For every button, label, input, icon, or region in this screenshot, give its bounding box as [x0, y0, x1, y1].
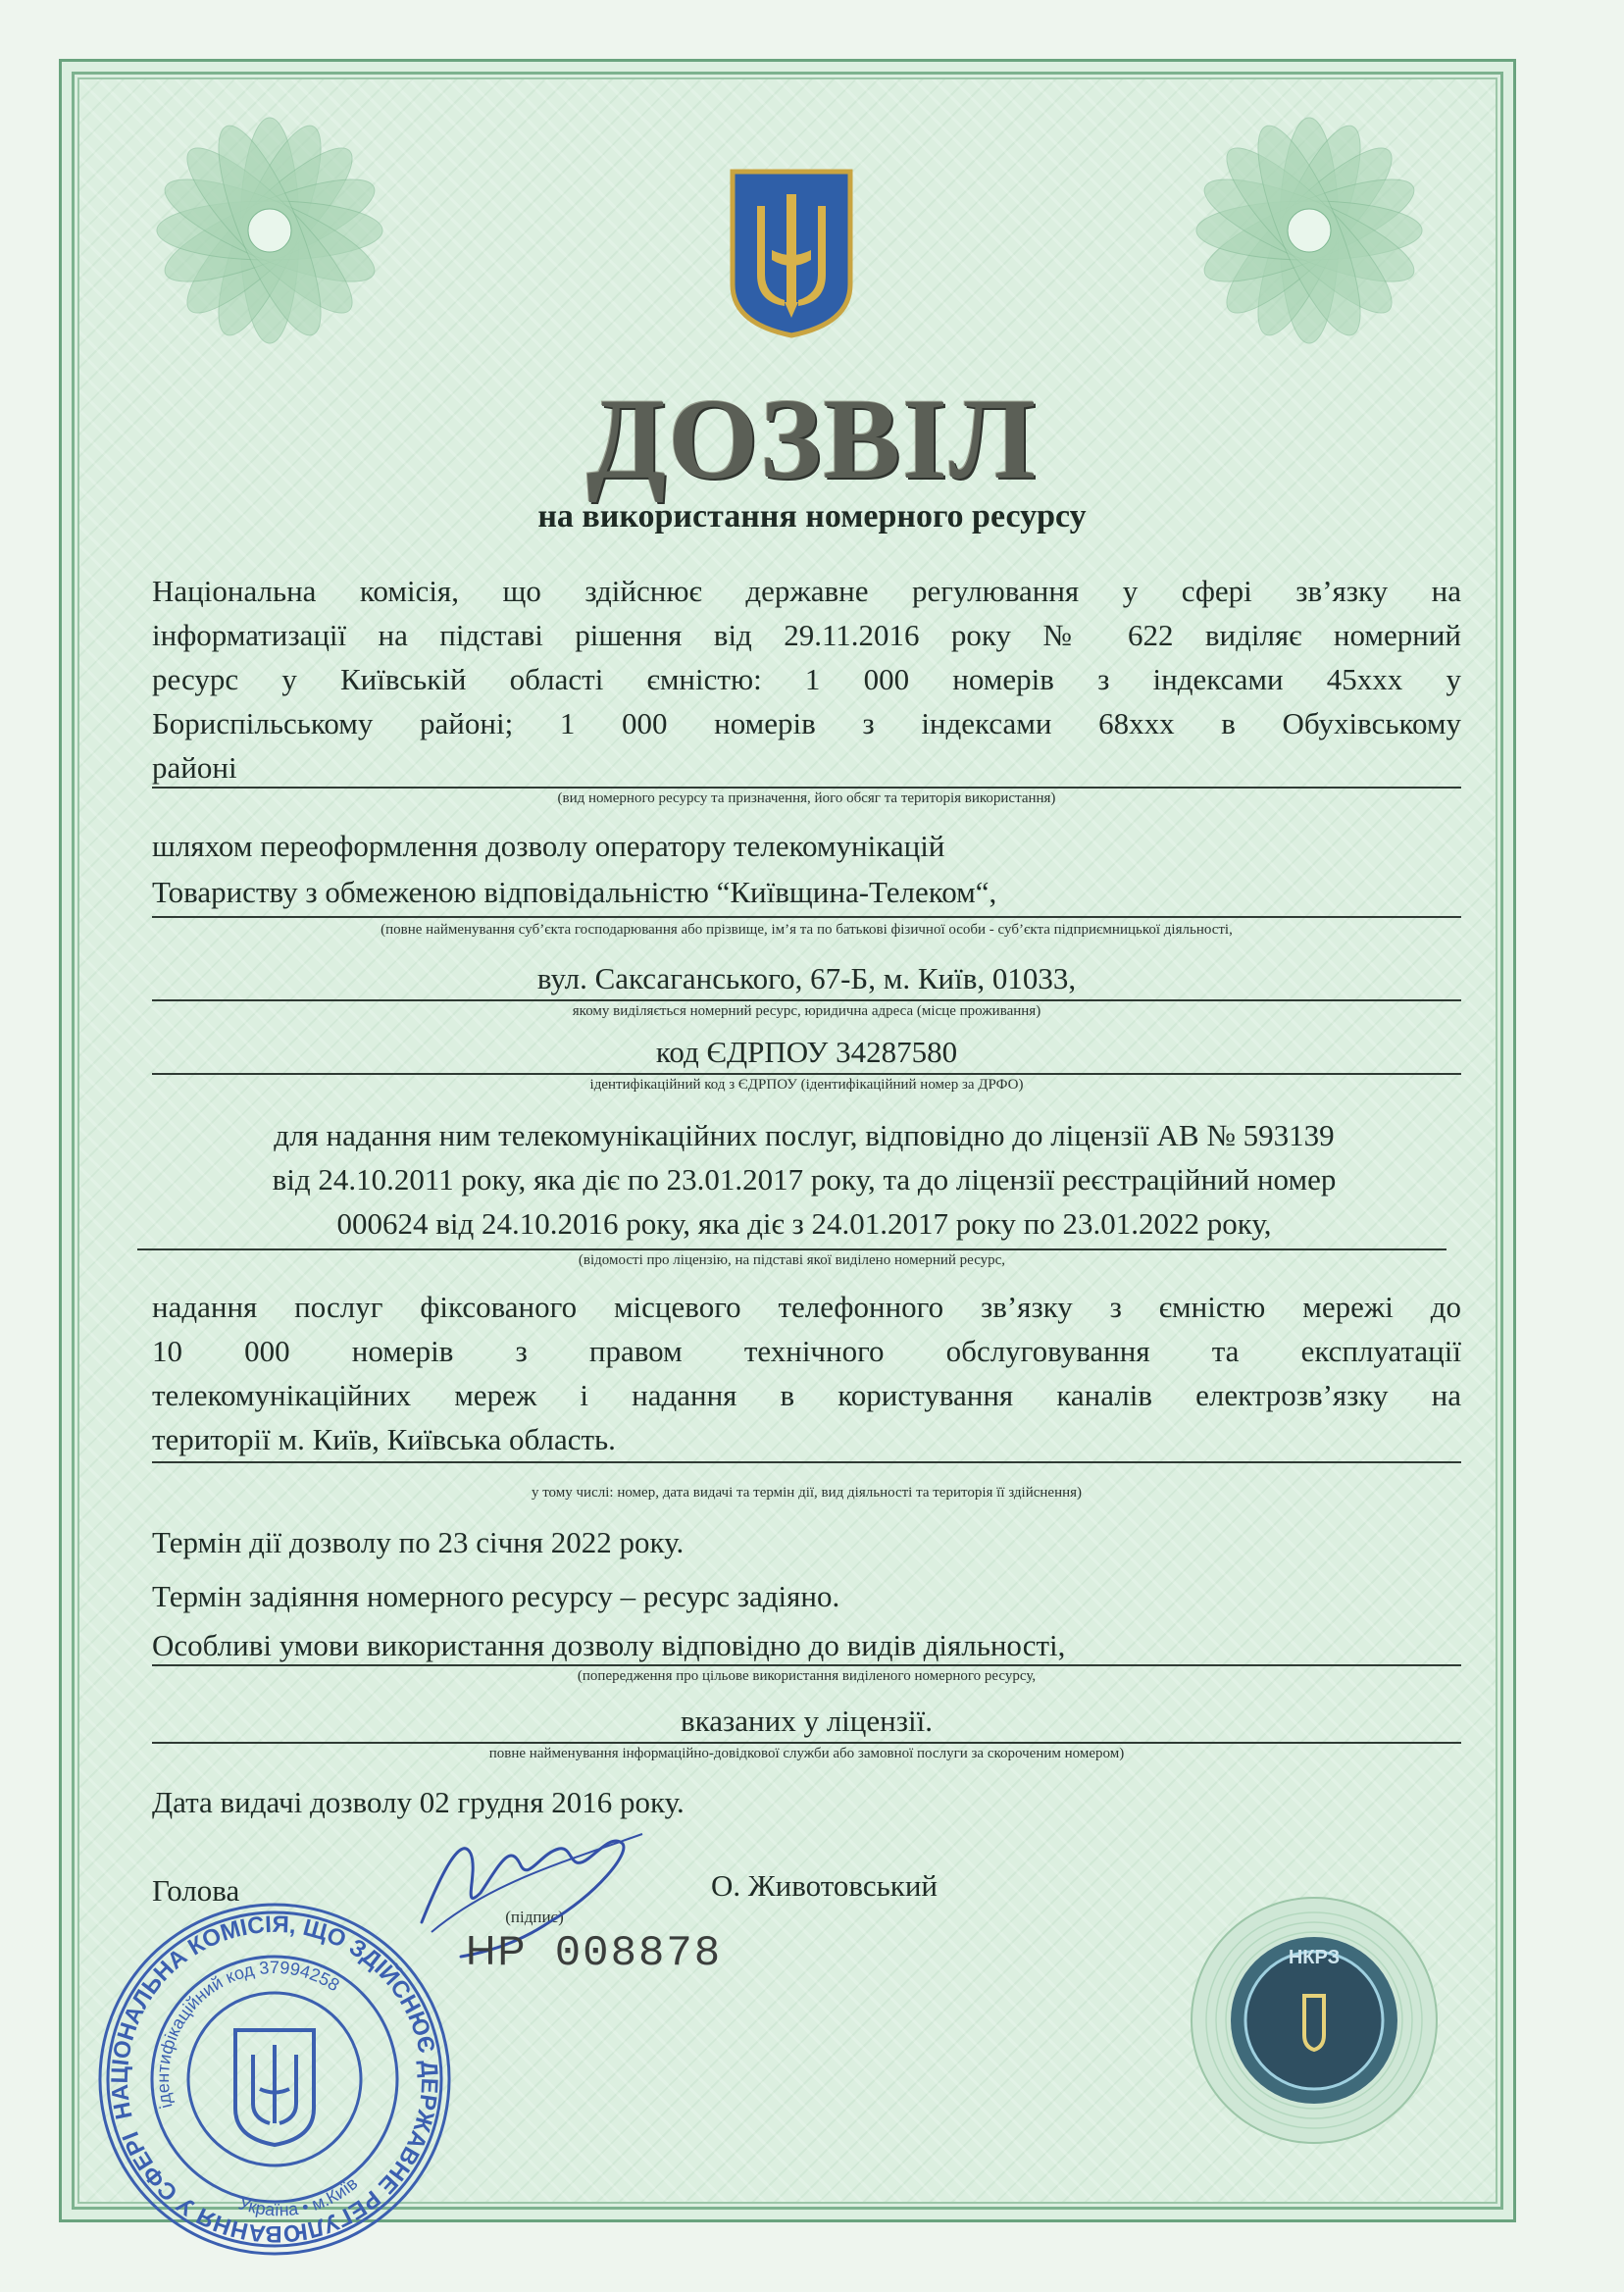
- specified-in-license: вказаних у ліцензії.: [681, 1704, 933, 1738]
- hologram-label: НКРЗ: [1288, 1947, 1341, 1968]
- caption-service-name: повне найменування інформаційно-довідкової служби або замовної послуги за скороченим номером): [488, 1746, 1125, 1761]
- rosette-left-ornament: [147, 108, 392, 353]
- caption-entity: (повне найменування суб’єкта господарювання або прізвище, ім’я та по батькові фізичної особи - суб’єкта підприємницької діяльності,: [381, 922, 1233, 938]
- hologram-seal: [1187, 1893, 1442, 2148]
- underline-1: [152, 787, 1461, 789]
- chairman-label: Голова: [152, 1873, 240, 1908]
- service-line1: надання послуг фіксованого місцевого телефонного зв’язку з ємністю мережі до: [152, 1290, 1461, 1324]
- term-validity: Термін дії дозволу по 23 січня 2022 року.: [152, 1525, 685, 1559]
- para1-line1: Національна комісія, що здійснює державне регулювання у сфері зв’язку на: [152, 574, 1461, 608]
- service-line3: телекомунікаційних мереж і надання в користування каналів електрозв’язку на: [152, 1378, 1461, 1412]
- term-usage: Термін задіяння номерного ресурсу – ресурс задіяно.: [152, 1579, 840, 1613]
- underline-5: [137, 1248, 1446, 1250]
- edrpou-line: код ЄДРПОУ 34287580: [655, 1035, 958, 1069]
- stamp-inner-text: ідентифікаційний код 37994258: [152, 1957, 343, 2111]
- serial-prefix: НР: [466, 1927, 528, 1973]
- caption-edrpou: ідентифікаційний код з ЄДРПОУ (ідентифікаційний номер за ДРФО): [589, 1077, 1024, 1093]
- coat-of-arms-emblem: [728, 167, 855, 338]
- para1-line4: Бориспільському районі; 1 000 номерів з індексами 68xxx в Обухівському: [152, 706, 1461, 740]
- underline-3: [152, 999, 1461, 1001]
- signature-caption: (підпис): [505, 1908, 564, 1926]
- caption-warning: (попередження про цільове використання виділеного номерного ресурсу,: [577, 1668, 1037, 1684]
- official-stamp: [88, 1893, 461, 2266]
- license-line1: для надання ним телекомунікаційних послуг, відповідно до ліцензії АВ № 593139: [274, 1118, 1335, 1152]
- underline-4: [152, 1073, 1461, 1075]
- special-conditions: Особливі умови використання дозволу відповідно до видів діяльності,: [152, 1628, 1066, 1662]
- caption-services: у тому числі: номер, дата видачі та термін дії, вид діяльності та територія її здійснення): [531, 1485, 1083, 1501]
- para2-line1: шляхом переоформлення дозволу оператору телекомунікацій: [152, 829, 945, 863]
- caption-address: якому виділяється номерний ресурс, юридична адреса (місце проживання): [572, 1003, 1041, 1019]
- service-line4: території м. Київ, Київська область.: [152, 1422, 616, 1456]
- serial-number: [466, 1927, 722, 1978]
- para1-line2: інформатизації на підставі рішення від 29.11.2016 року № 622 виділяє номерний: [152, 618, 1461, 652]
- underline-8: [152, 1742, 1461, 1744]
- stamp-outer-text: НАЦІОНАЛЬНА КОМІСІЯ, ЩО ЗДІЙСНЮЄ ДЕРЖАВНЕ РЕГУЛЮВАННЯ У СФЕРІ: [106, 1910, 443, 2248]
- underline-6: [152, 1461, 1461, 1463]
- service-line2: 10 000 номерів з правом технічного обслуговування та експлуатації: [152, 1334, 1461, 1368]
- license-line2: від 24.10.2011 року, яка діє по 23.01.2017 року, та до ліцензії реєстраційний номер: [272, 1162, 1337, 1197]
- rosette-right-ornament: [1187, 108, 1432, 353]
- stamp-bottom-text: Україна • м.Київ: [235, 2172, 362, 2220]
- para2-line2: Товариству з обмеженою відповідальністю “Київщина-Телеком“,: [152, 875, 997, 909]
- underline-2: [152, 916, 1461, 918]
- caption-resource: (вид номерного ресурсу та призначення, його обсяг та територія використання): [557, 790, 1056, 806]
- address-line: вул. Саксаганського, 67-Б, м. Київ, 01033,: [536, 961, 1077, 995]
- para1-line3: ресурс у Київській області ємністю: 1 000 номерів з індексами 45xxx у: [152, 662, 1461, 696]
- license-line3: 000624 від 24.10.2016 року, яка діє з 24.01.2017 року по 23.01.2022 року,: [336, 1206, 1272, 1241]
- caption-license: (відомості про ліцензію, на підставі якої виділено номерний ресурс,: [578, 1252, 1006, 1268]
- document-subtitle: на використання номерного ресурсу: [537, 498, 1087, 535]
- chairman-name: О. Животовський: [711, 1868, 939, 1903]
- para1-line5: районі: [152, 750, 237, 785]
- serial-digits: 008878: [554, 1929, 723, 1978]
- document-title: ДОЗВІЛ: [586, 375, 1038, 503]
- issue-date: Дата видачі дозволу 02 грудня 2016 року.: [152, 1785, 685, 1819]
- underline-7: [152, 1664, 1461, 1666]
